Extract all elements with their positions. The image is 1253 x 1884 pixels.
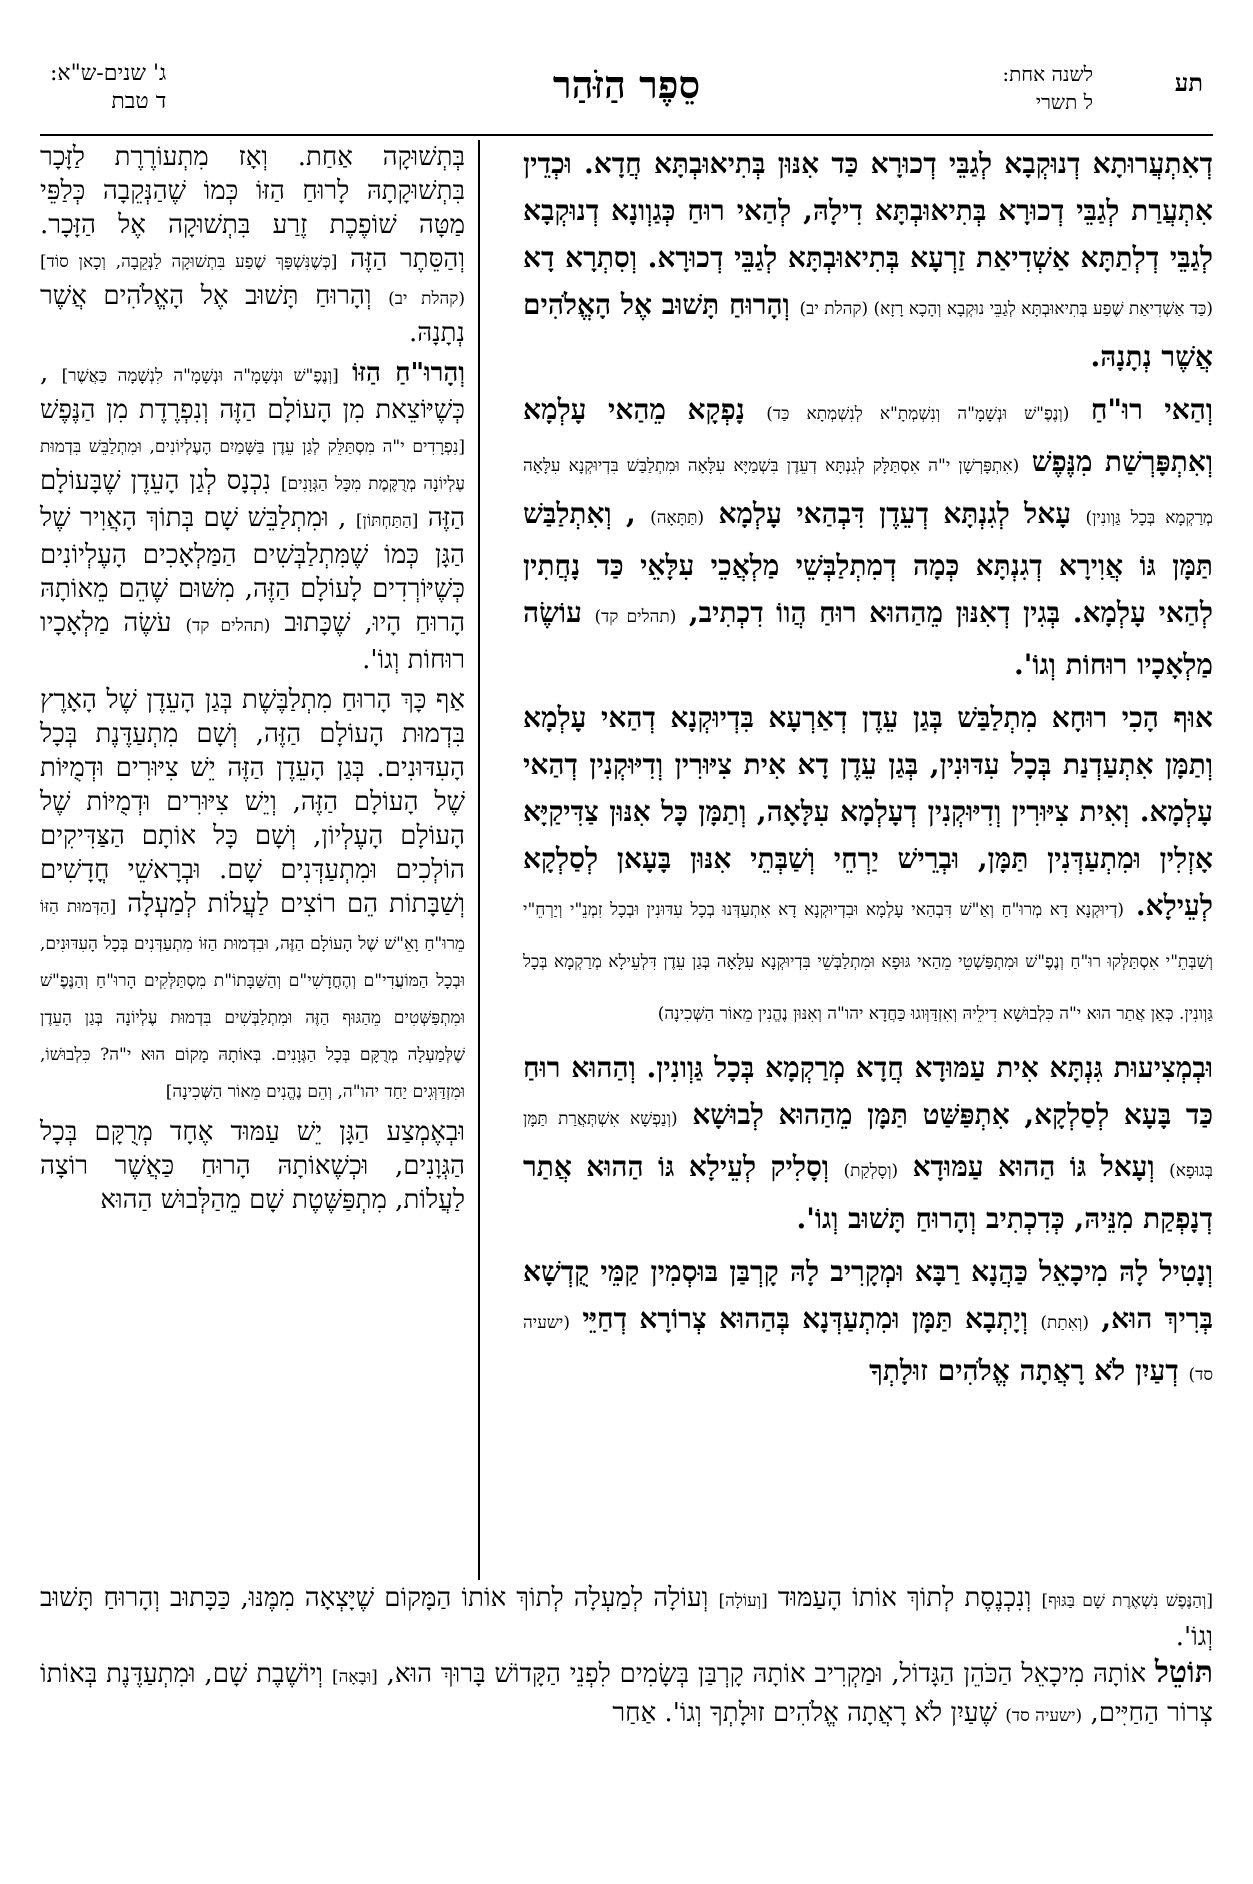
gloss: [וְעוֹלָה]: [718, 1591, 768, 1611]
citation: (ישעיה סד): [523, 1313, 1213, 1385]
verse: וְהָרוּחַ תָּשׁוּב אֶל הָאֱלֹהִים אֲשֶׁר נְתָנָהּ.: [523, 288, 1213, 373]
translation-paragraph-3: [40, 683, 465, 1109]
translation-paragraph-4: [40, 1115, 465, 1217]
text-run: וְסָלִיק לְעֵילָא גּוֹ הַהוּא אֲתַר דְנָפְקַת מִנֵּיהּ, כְּדִכְתִיב וְהָרוּחַ תָּשׁוּב וְגוֹ'.: [523, 1150, 1213, 1235]
full-width-continuation: [40, 1580, 1213, 1780]
text-run: וְיוֹשֶׁבֶת שָׁם, וּמִתְעַדֶּנֶת בְּאוֹתוֹ צְרוֹר הַחַיִּים,: [40, 1659, 1213, 1728]
gloss: [נִפְרָדִים י"ה מִסְתַּלֵּק לְגַן עֵדֶן בַּשָּׁמַיִם הָעֶלְיוֹנִים, וּמִתְלַבֵּשׁ בִּדְמוּת עֶלְיוֹנָה מְרֻקֶּמֶת מִכָּל הַגְּוָנִים]: [40, 437, 465, 494]
header-right-line-2: ל תשרי: [1035, 90, 1093, 114]
gloss: (וְסָלְקַת): [843, 1161, 899, 1181]
text-run: נִכְנָס לְגַן הָעֵדֶן שֶׁבָּעוֹלָם הַזֶּה: [40, 466, 466, 533]
text-run: וּבְמְצִיעוּת גִּנְתָּא אִית עַמּוּדָא חֲדָא מְרַקְמָא בְּכָל גַּוְונִין. וְהַהוּא רוּחַ כַּד בָּעָא לְסַלְקָא, אִתְפַּשַּׁט תַּמָּן מֵהַהוּא לְבוּשָׁא: [523, 1051, 1214, 1131]
text-run: וּבְאֶמְצַע הַגָּן יֵשׁ עַמּוּד אֶחָד מְרֻקָּם בְּכָל הַגְּוָנִים, וּכְשֶׁאוֹתָהּ הָרוּחַ כַּאֲשֶׁר רוֹצָה לַעֲלוֹת, מִתְפַּשֶּׁטֶת שָׁם מֵהַלְּבוּשׁ הַהוּא: [40, 1117, 465, 1215]
gloss: (וְנַפְשָׁא אִשְׁתְּאֲרַת תַּמָּן בְּגוּפָא): [523, 1109, 1213, 1181]
page-header: [40, 60, 1213, 130]
gloss: [הַדְּמוּת הַזּוֹ מֵרוּ"חַ וָאֵ"שׁ שֶׁל הָעוֹלָם הַזֶּה, וּבִדְמוּת הַזּוֹ מִתְעַדְּנִים בְּכָל הָעִדּוּנִים, וּבְכָל הַמּוֹעֲדִי"ם וְהֶחֳדָשִׁי"ם וְהַשַּׁבָּתוֹ"ת מִסְתַּלְּקִים הָרוּ"חַ וְהַנֶּפֶ"שׁ וּמִתְפַּשְּׁטִים מֵהַגּוּף הַזֶּה וּמִתְלַבְּשִׁים בִּדְמוּת עֶלְיוֹנָה בְּגַן הָעֵדֶן שֶׁלְּמַעְלָה מְרֻקָּם בְּכָל הַגְּוָנִים. בְּאוֹתָהּ מָקוֹם הוּא י"ה? כִּלְבוּשׁוֹ, וּמִזְדַּוְּגִים יַחַד יהו"ה, וְהֵם נֶהֱנִים מֵאוֹר הַשְּׁכִינָה]: [40, 897, 465, 1102]
translation-paragraph-2: [40, 356, 465, 677]
gloss: (כַּד אַשְׁדִיאַת שֶׁפַע בְּתִיאוּבְתָּא לְגַבֵּי נוּקְבָא וְהָכָא רָזָא) (קהלת יב): [799, 299, 1213, 319]
citation: (קהלת יב): [388, 289, 466, 309]
aramaic-column: [523, 140, 1213, 1580]
text-run: עָאל לְגִנְתָּא דְעֵדֶן דִּבְהַאי עָלְמָא: [718, 497, 1072, 530]
text-run: וְיָתְבָא תַּמָּן וּמִתְעַדְּנָא בְּהַהוּא צְרוֹרָא דְחַיֵּי: [582, 1302, 1029, 1335]
citation: (תהלים קד): [185, 616, 271, 636]
gloss: (אִתְפָּרְשָׁן י"ה אִסְתַּלָּק לְגִנְתָּא דְעֵדֶן בִּשְׁמַיָּא עִלָּאָה וּמִתְלַבַּשׁ בִּדְיוּקְנָא עִלָּאָה מְרַקְמָא בְּכָל גַּוְונִין): [523, 456, 1214, 528]
verse: עוֹשֶׂה מַלְאָכָיו רוּחוֹת וְגוֹ'.: [523, 596, 1213, 681]
aramaic-paragraph-5: [523, 1248, 1213, 1399]
header-right-line-1: לשנה אחת:: [1002, 62, 1093, 86]
text-run: אוֹתָהּ מִיכָאֵל הַכֹּהֵן הַגָּדוֹל, וּמַקְרִיב אוֹתָהּ קָרְבַּן בְּשָׂמִים לִפְנֵי הַקָּדוֹשׁ בָּרוּךְ הוּא,: [386, 1659, 1147, 1689]
text-run: וְהַאי רוּ"חַ: [1090, 393, 1214, 426]
verse: וְהָרוּחַ תָּשׁוּב אֶל הָאֱלֹהִים אֲשֶׁר נְתָנָהּ.: [40, 281, 465, 348]
text-run: , כְּשֶׁיּוֹצֵאת מִן הָעוֹלָם הַזֶּה וְנִפְרֶדֶת מִן הַנֶּפֶשׁ: [40, 358, 465, 425]
citation: (ישעיה סד): [1005, 1706, 1083, 1726]
gloss: (וְאִתַת): [1040, 1313, 1089, 1333]
gloss: [כְּשֶׁנִּשְׁפָּךְ שֶׁפַע בִּתְשׁוּקָה לַנְּקֵבָה, וְכָאן סוֹד]: [40, 252, 338, 272]
gloss: (דְיוּקְנָא דָא מְרוּ"חַ וְאַ"שׁ דִּבְהַאי עָלְמָא וּבִדְיוּקְנָא דָא אִתְעַדְּנוּ בְכָל עִדּוּנִין וּבְכָל זִמְנֵ"י וְיַרְחֵ"י וְשַׁבְּתֵ"י אִסְתַּלְּקוּ רוּ"חַ וְנֶפֶ"שׁ וּמִתְפַּשְׁטֵי מֵהַאי גּוּפָא וּמִתְלַבְּשֵׁי בִּדְיוּקְנָא עִלָּאָה בְּגַן עֵדֶן דִּלְעֵילָא מְרַקְמָא בְּכָל גַּוְונִין. כְּאַן אֲתַר הוּא י"ה כִּלְבוּשָׁא דִילֵיהּ וְאִזְדַּוְּוגוּ כַּחֲדָא יהו"ה וְאִנּוּן נֶהֱנִין מֵאוֹר הַשְּׁכִינָה): [523, 900, 1213, 1024]
gloss: [הַתַּחְתּוֹן]: [355, 511, 419, 531]
text-run: דְאִתְעֲרוּתָא דְנוּקְבָא לְגַבֵּי דְכוּרָא כַּד אִנּוּן בְּתִיאוּבְתָּא חֲדָא. וּכְדֵין אִתְעֲרַת לְגַבֵּי דְכוּרָא בְּתִיאוּבְתָּא דִילָהּ, לְהַאי רוּחַ כְּגַוְונָא דְנוּקְבָא לְגַבֵּי דְלְתַתָּא אַשְׁדִיאַת זַרְעָא בְּתִיאוּבְתָּא לְגַבֵּי דְכוּרָא. וְסִתְרָא דָא: [523, 147, 1213, 274]
text-run: , וּמִתְלַבֵּשׁ שָׁם בְּתוֹךְ הָאֲוִיר שֶׁל הַגָּן כְּמוֹ שֶׁמִּתְלַבְּשִׁים הַמַּלְאָכִים הָעֶלְיוֹנִים כְּשֶׁיּוֹרְדִים לָעוֹלָם הַזֶּה, מִשּׁוּם שֶׁהֵם מֵאוֹתָהּ הָרוּחַ הָיוּ, שֶׁכָּתוּב: [40, 503, 466, 638]
text-run: וְעָאל גּוֹ הַהוּא עַמּוּדָא: [912, 1150, 1155, 1183]
page-title: סֵפֶר הַזֹּהַר: [552, 62, 701, 107]
translation-paragraph-1: [40, 140, 465, 350]
text-run: וְנִכְנֶסֶת לְתוֹךְ אוֹתוֹ הָעַמּוּד: [777, 1583, 1032, 1613]
header-left-line-1: ג' שנים-ש"א:: [50, 61, 167, 86]
gloss: [וְנֶפֶ"שׁ וּנְשָׁמָ"ה וּנְשָׁמָ"ה לִנְשָׁמָה כַּאֲשֶׁר]: [61, 366, 339, 386]
text-run: אַף כָּךְ הָרוּחַ מִתְלַבֶּשֶׁת בְּגַן הָעֵדֶן שֶׁל הָאָרֶץ בִּדְמוּת הָעוֹלָם הַזֶּה, וְשָׁם מִתְעַדֶּנֶת בְּכָל הָעִדּוּנִים. בְּגַן הָעֵדֶן הַזֶּה יֵשׁ צִיּוּרִים וּדְמֻיּוֹת שֶׁל הָעוֹלָם הַזֶּה, וְיֵשׁ צִיּוּרִים וּדְמֻיּוֹת שֶׁל הָעוֹלָם הָעֶלְיוֹן, וְשָׁם כָּל אוֹתָם הַצַּדִּיקִים הוֹלְכִים וּמִתְעַדְּנִים שָׁם. וּבְרָאשֵׁי חֳדָשִׁים וְשַׁבָּתוֹת הֵם רוֹצִים לַעֲלוֹת לְמַעְלָה: [40, 685, 465, 919]
aramaic-paragraph-1: [523, 140, 1213, 380]
citation: (תהלים קד): [594, 607, 677, 627]
header-left-line-2: ד טבת: [111, 89, 167, 114]
gloss: (וְנֶפֶ"שׁ וּנְשָׁמָ"ה וְנִשְׁמְתָ"א לְנִשְׁמְתָא כַּד): [766, 404, 1070, 424]
gloss: (תַּתָּאָה): [650, 508, 705, 528]
gloss: [וְהַנֶּפֶשׁ נִשְׁאֶרֶת שָׁם בַּגּוּף]: [1041, 1591, 1213, 1611]
column-divider: [478, 140, 480, 1580]
text-run: שֶׁעַיִן לֹא רָאֲתָה אֱלֹהִים זוּלָתְךָ וְגוֹ'. אַחַר: [612, 1698, 998, 1728]
lead-word: תּוֹטֵל: [1154, 1655, 1214, 1690]
aramaic-paragraph-2: [523, 386, 1213, 688]
verse: עֹשֶׂה מַלְאָכָיו רוּחוֹת וְגוֹ'.: [40, 608, 465, 675]
hebrew-translation-column: [40, 140, 465, 1580]
text-run: נָפְקָא מֵהַאי עָלְמָא וְאִתְפָּרְשַׁת מִנֶּפֶשׁ: [523, 393, 1214, 478]
header-right-info: [1002, 60, 1093, 116]
text-run: אוּף הָכִי רוּחָא מִתְלַבַּשׁ בְּגַן עֵדֶן דְאַרְעָא בִּדְיוּקְנָא דְהַאי עָלְמָא וְתַמָּן אִתְעַדְנַת בְּכָל עִדּוּנִין, בְּגַן עֵדֶן דָא אִית צִיּוּרִין וְדִיּוּקְנִין דְהַאי עָלְמָא. וְאִית צִיּוּרִין וְדִיּוּקְנִין דְעָלְמָא עִלָּאָה, וְתַמָּן כָּל אִנּוּן צַדִּיקַיָּא אָזְלִין וּמִתְעַדְּנִין תַּמָּן, וּבְרֵישׁ יַרְחֵי וְשַׁבְּתֵי אִנּוּן בָּעָאן לְסַלְקָא לְעֵילָא.: [523, 701, 1213, 922]
gloss: [וּבָאָה]: [331, 1667, 378, 1687]
text-run: בְּתְשׁוּקָה אַחַת. וְאָז מִתְעוֹרֶרֶת לַזָּכָר בִּתְשׁוּקָתָהּ לָרוּחַ הַזּוֹ כְּמוֹ שֶׁהַנְּקֵבָה כְּלַפֵּי מַטָּה שׁוֹפֶכֶת זֶרַע בִּתְשׁוּקָה אֶל הַזָּכָר. וְהַסֵּתֶר הַזֶּה: [40, 142, 466, 274]
text-run: וְעוֹלָה לְמַעְלָה לְתוֹךְ אוֹתוֹ הַמָּקוֹם שֶׁיָּצְאָה מִמֶּנּוּ, כַּכָּתוּב וְהָרוּחַ תָּשׁוּב וְגוֹ'.: [40, 1583, 1213, 1652]
lead-word: וְהָרוּ"חַ הַזּוֹ: [352, 358, 466, 388]
text-run: וְנָטִיל לָהּ מִיכָאֵל כַּהֲנָא רַבָּא וּמְקָרִיב לָהּ קָרְבַּן בּוּסְמִין קַמֵּי קֻדְשָׁא בְּרִיךְ הוּא,: [523, 1255, 1214, 1335]
aramaic-paragraph-3: [523, 694, 1213, 1038]
verse: דְעַיִן לֹא רָאֲתָה אֱלֹהִים זוּלָתְךָ: [869, 1354, 1179, 1387]
header-rule: [40, 134, 1213, 136]
text-run: , וְאִתְלַבַּשׁ תַּמָּן גּוֹ אֲוִירָא דְגִנְתָּא כְּמָה דְמִתְלַבְּשֵׁי מַלְאֲכֵי עִלָּאֵי כַּד נָחֲתִין לְהַאי עָלְמָא. בְּגִין דְאִנּוּן מֵהַהוּא רוּחַ הֲווֹ דִכְתִיב,: [523, 497, 1213, 629]
page-number: תע: [1174, 68, 1203, 97]
aramaic-paragraph-4: [523, 1044, 1213, 1242]
